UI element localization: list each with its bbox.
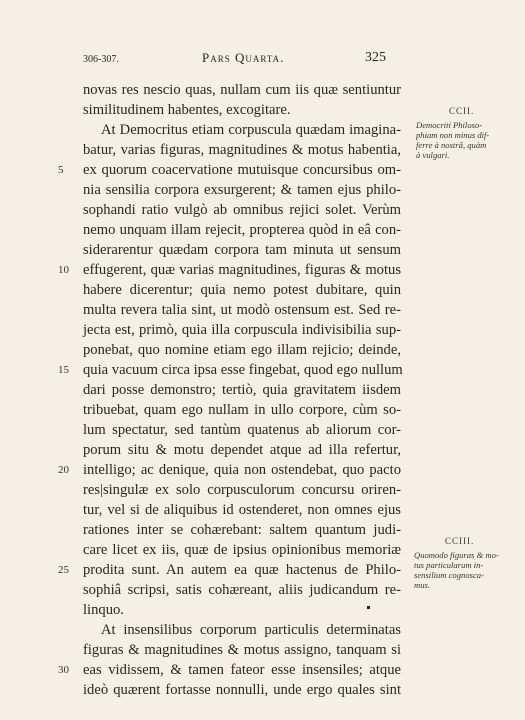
text-line: eas vidissem, & tamen fateor esse insensiles; atque <box>83 662 401 678</box>
note-line: tus particularum in- <box>414 560 484 570</box>
line-number: 5 <box>58 164 64 176</box>
text-line: dari posse demonstro; tertiò, quia gravitatem iisdem <box>83 382 401 398</box>
text-line: At Democritus etiam corpuscula quædam imagina- <box>101 122 401 138</box>
note-line: Quomodo figuras & mo- <box>414 550 499 560</box>
text-line: ex quorum coacervatione mutuisque concursibus om- <box>83 162 401 178</box>
line-number: 15 <box>58 364 69 376</box>
note-line: mus. <box>414 580 430 590</box>
text-line: similitudinem habentes, excogitare. <box>83 102 291 118</box>
text-line: res|singulæ ex solo corpusculorum concursu oriren- <box>83 482 401 498</box>
text-line: nemo unquam illam rejecit, propterea quòd in eâ con- <box>83 222 401 238</box>
text-line: At insensilibus corporum particulis determinatas <box>101 622 401 638</box>
text-line: rationes inter se cohærebant: saltem quantum judi- <box>83 522 401 538</box>
running-title: Pars Quarta. <box>202 50 285 65</box>
text-line: habere dicerentur; quia nemo potest dubitare, quin <box>83 282 401 298</box>
text-line: tur, vel si de aliquibus id ostenderet, non omnes ejus <box>83 502 401 518</box>
text-line: care licet ex iis, quæ de ipsius opinionibus memoriæ <box>83 542 401 558</box>
text-line: intelligo; ac denique, quia non ostendebat, quo pacto <box>83 462 401 478</box>
note-line: à vulgari. <box>416 150 450 160</box>
text-line: lum spectatur, sed tantùm quatenus ab aliorum cor- <box>83 422 401 438</box>
note-number: CCIII. <box>445 536 475 546</box>
page-number: 325 <box>365 50 386 65</box>
text-line: sophandi ratio vulgò ab omnibus rejici solet. Verùm <box>83 202 401 218</box>
note-line: Democriti Philoso- <box>416 120 483 130</box>
page-range: 306-307. <box>83 54 119 65</box>
text-line: sophiâ scripsi, satis cohæreant, aliis judicandum re- <box>83 582 401 598</box>
line-number: 30 <box>58 664 69 676</box>
text-line: tribuebat, quam ego nullam in ullo corpore, cùm so- <box>83 402 401 418</box>
text-line: novas res nescio quas, nullam cum iis quæ sentiuntur <box>83 82 401 98</box>
line-number: 20 <box>58 464 69 476</box>
text-line: porum situ & motu dependet atque ad illa refertur, <box>83 442 401 458</box>
note-number: CCII. <box>449 106 475 116</box>
note-line: sensilium cognosca- <box>414 570 484 580</box>
text-line: ponebat, quo nomine etiam ego illam rejicio; deinde, <box>83 342 401 358</box>
text-line: ideò quærent fortasse nonnulli, unde ergo quales sint <box>83 682 401 698</box>
line-number: 10 <box>58 264 69 276</box>
line-number: 25 <box>58 564 69 576</box>
note-line: phiam non minus dif- <box>416 130 490 140</box>
text-line: effugerent, quæ varias magnitudines, figuras & motus <box>83 262 401 278</box>
text-line: figuras & magnitudines & motus assigno, tanquam si <box>83 642 401 658</box>
note-line: ferre à nostrâ, quàm <box>416 140 487 150</box>
text-line: siderarentur quædam corpora tam minuta ut sensum <box>83 242 401 258</box>
text-line: batur, varias figuras, magnitudines & motus habentia, <box>83 142 401 158</box>
text-line: linquo. <box>83 602 124 618</box>
text-line: quia vacuum circa ipsa esse fingebat, quod ego nullum <box>83 362 403 378</box>
text-line: multa revera talia sint, ut modò ostensum est. Sed re- <box>83 302 401 318</box>
print-mark <box>367 606 370 609</box>
text-line: prodita sunt. An autem ea quæ hactenus de Philo- <box>83 562 401 578</box>
text-line: nia sensilia corpora exsurgerent; & tamen ejus philo- <box>83 182 401 198</box>
text-line: jecta est, primò, quia illa corpuscula indivisibilia sup- <box>83 322 401 338</box>
